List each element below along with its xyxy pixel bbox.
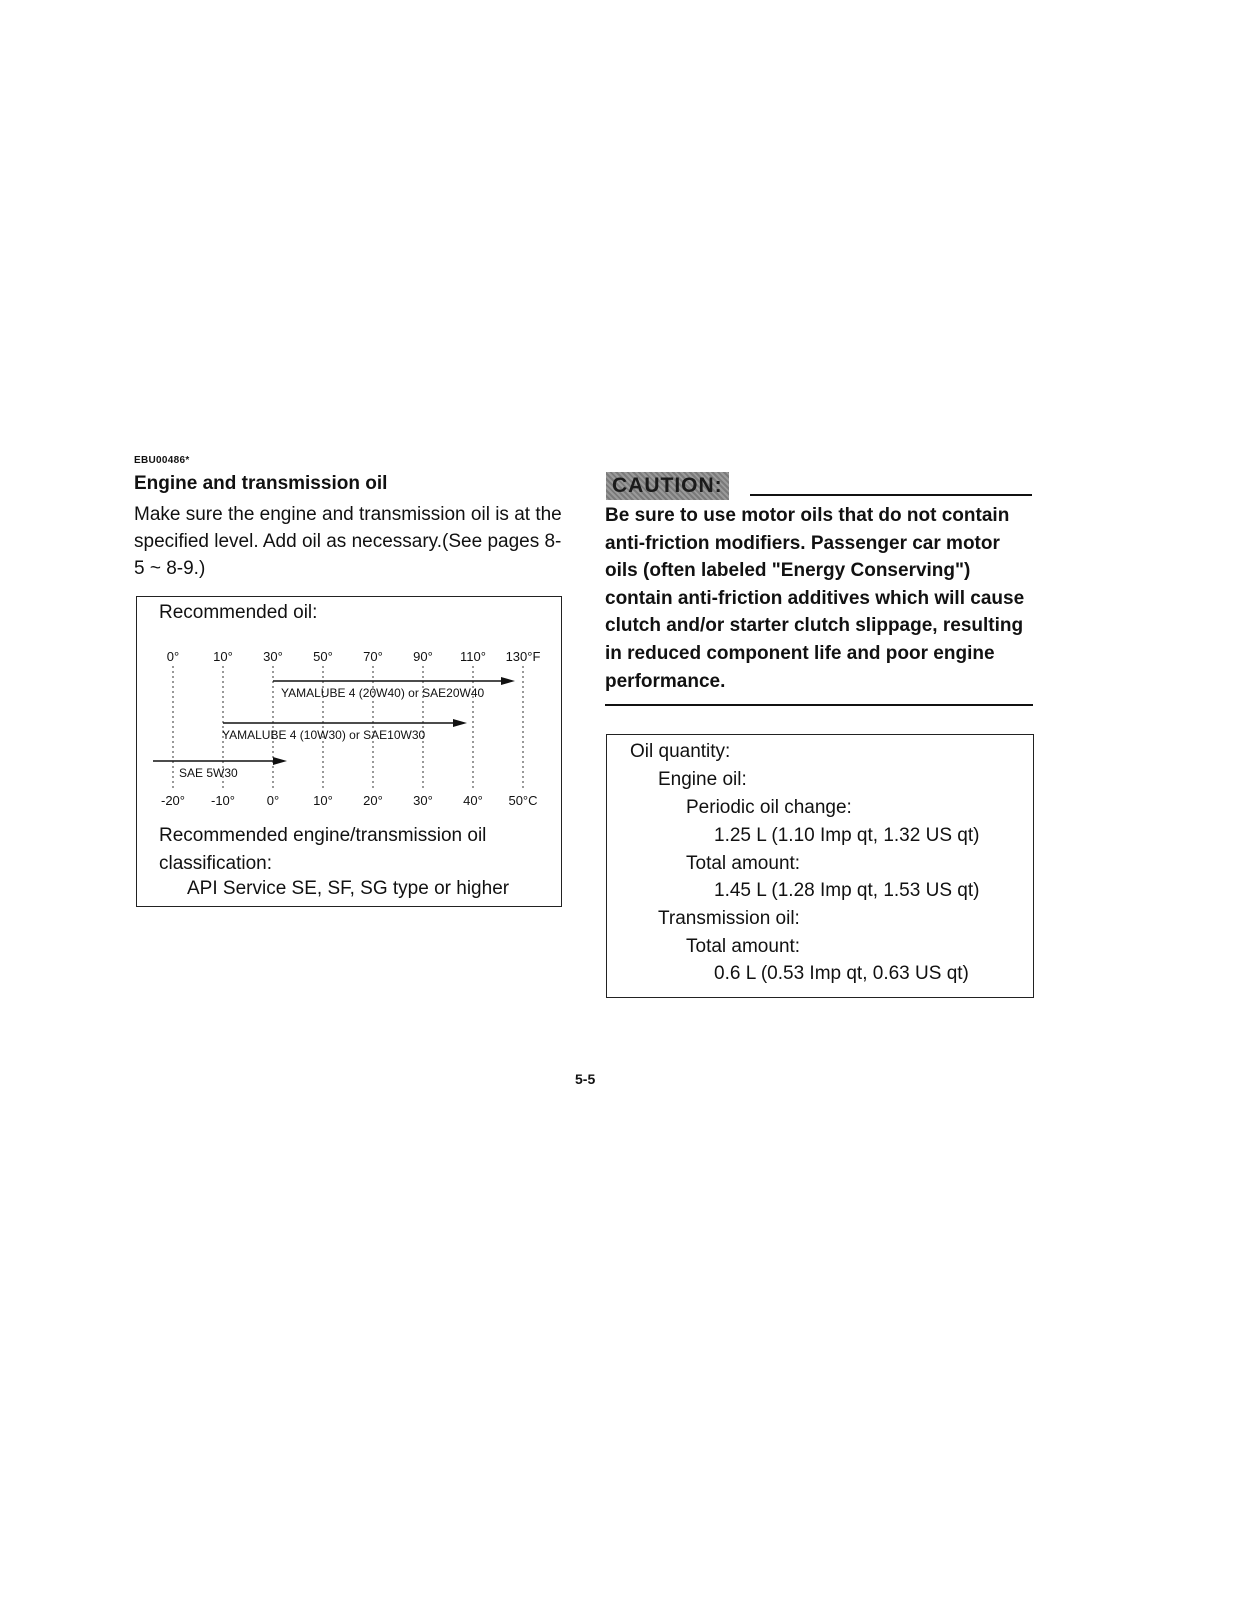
engine-total-amount-value: 1.45 L (1.28 Imp qt, 1.53 US qt) <box>714 880 980 901</box>
celsius-tick-label: 30° <box>413 793 433 808</box>
fahrenheit-tick-label: 0° <box>166 649 180 664</box>
classification-value: API Service SE, SF, SG type or higher <box>187 878 510 899</box>
recommended-oil-box <box>136 596 562 907</box>
fahrenheit-tick-label: 130°F <box>505 649 541 664</box>
oil-quantity-box <box>606 734 1034 998</box>
celsius-tick-label: -20° <box>161 793 185 808</box>
caution-badge: CAUTION: <box>606 472 729 500</box>
range-label: SAE 5W30 <box>179 766 238 780</box>
fahrenheit-tick-label: 50° <box>313 649 333 664</box>
celsius-tick-label: -10° <box>211 793 235 808</box>
classification-label: Recommended engine/transmission oil classification: <box>159 825 487 874</box>
transmission-oil-label: Transmission oil: <box>658 908 800 929</box>
range-label: YAMALUBE 4 (10W30) or SAE10W30 <box>222 728 426 742</box>
celsius-tick-label: 50°C <box>508 793 538 808</box>
oil-quantity-title: Oil quantity: <box>630 741 731 762</box>
fahrenheit-tick-label: 110° <box>460 649 486 664</box>
fahrenheit-tick-label: 70° <box>363 649 383 664</box>
range-arrowhead <box>453 719 467 727</box>
caution-text: Be sure to use motor oils that do not contain anti-friction modifiers. Passenger car motor oils (often labeled "Energy Conserving") contain anti-friction additives which will cause clutch and/or starter clutch slippage, resulting in reduced component life and poor engine performance. <box>605 505 1025 692</box>
oil-temperature-chart <box>145 647 555 817</box>
caution-top-rule <box>750 494 1032 496</box>
range-label: YAMALUBE 4 (20W40) or SAE20W40 <box>281 686 485 700</box>
celsius-tick-label: 0° <box>266 793 280 808</box>
range-arrowhead <box>501 677 515 685</box>
celsius-tick-label: 40° <box>463 793 483 808</box>
periodic-oil-change-label: Periodic oil change: <box>686 797 852 818</box>
page-number: 5-5 <box>575 1071 596 1087</box>
engine-total-amount-label: Total amount: <box>686 853 801 874</box>
range-arrowhead <box>273 757 287 765</box>
fahrenheit-tick-label: 10° <box>213 649 233 664</box>
periodic-oil-change-value: 1.25 L (1.10 Imp qt, 1.32 US qt) <box>714 825 980 846</box>
fahrenheit-tick-label: 90° <box>413 649 433 664</box>
fahrenheit-tick-label: 30° <box>263 649 283 664</box>
caution-bottom-rule <box>605 704 1033 706</box>
transmission-total-amount-label: Total amount: <box>686 936 801 957</box>
transmission-total-amount-value: 0.6 L (0.53 Imp qt, 0.63 US qt) <box>714 963 969 984</box>
celsius-tick-label: 10° <box>313 793 333 808</box>
intro-paragraph: Make sure the engine and transmission oil is at the specified level. Add oil as necessary.(See pages 8-5 ~ 8-9.) <box>134 504 562 579</box>
document-code: EBU00486* <box>134 455 190 466</box>
recommended-oil-title: Recommended oil: <box>159 602 318 623</box>
celsius-tick-label: 20° <box>363 793 383 808</box>
engine-oil-label: Engine oil: <box>658 769 747 790</box>
section-title: Engine and transmission oil <box>134 473 388 494</box>
